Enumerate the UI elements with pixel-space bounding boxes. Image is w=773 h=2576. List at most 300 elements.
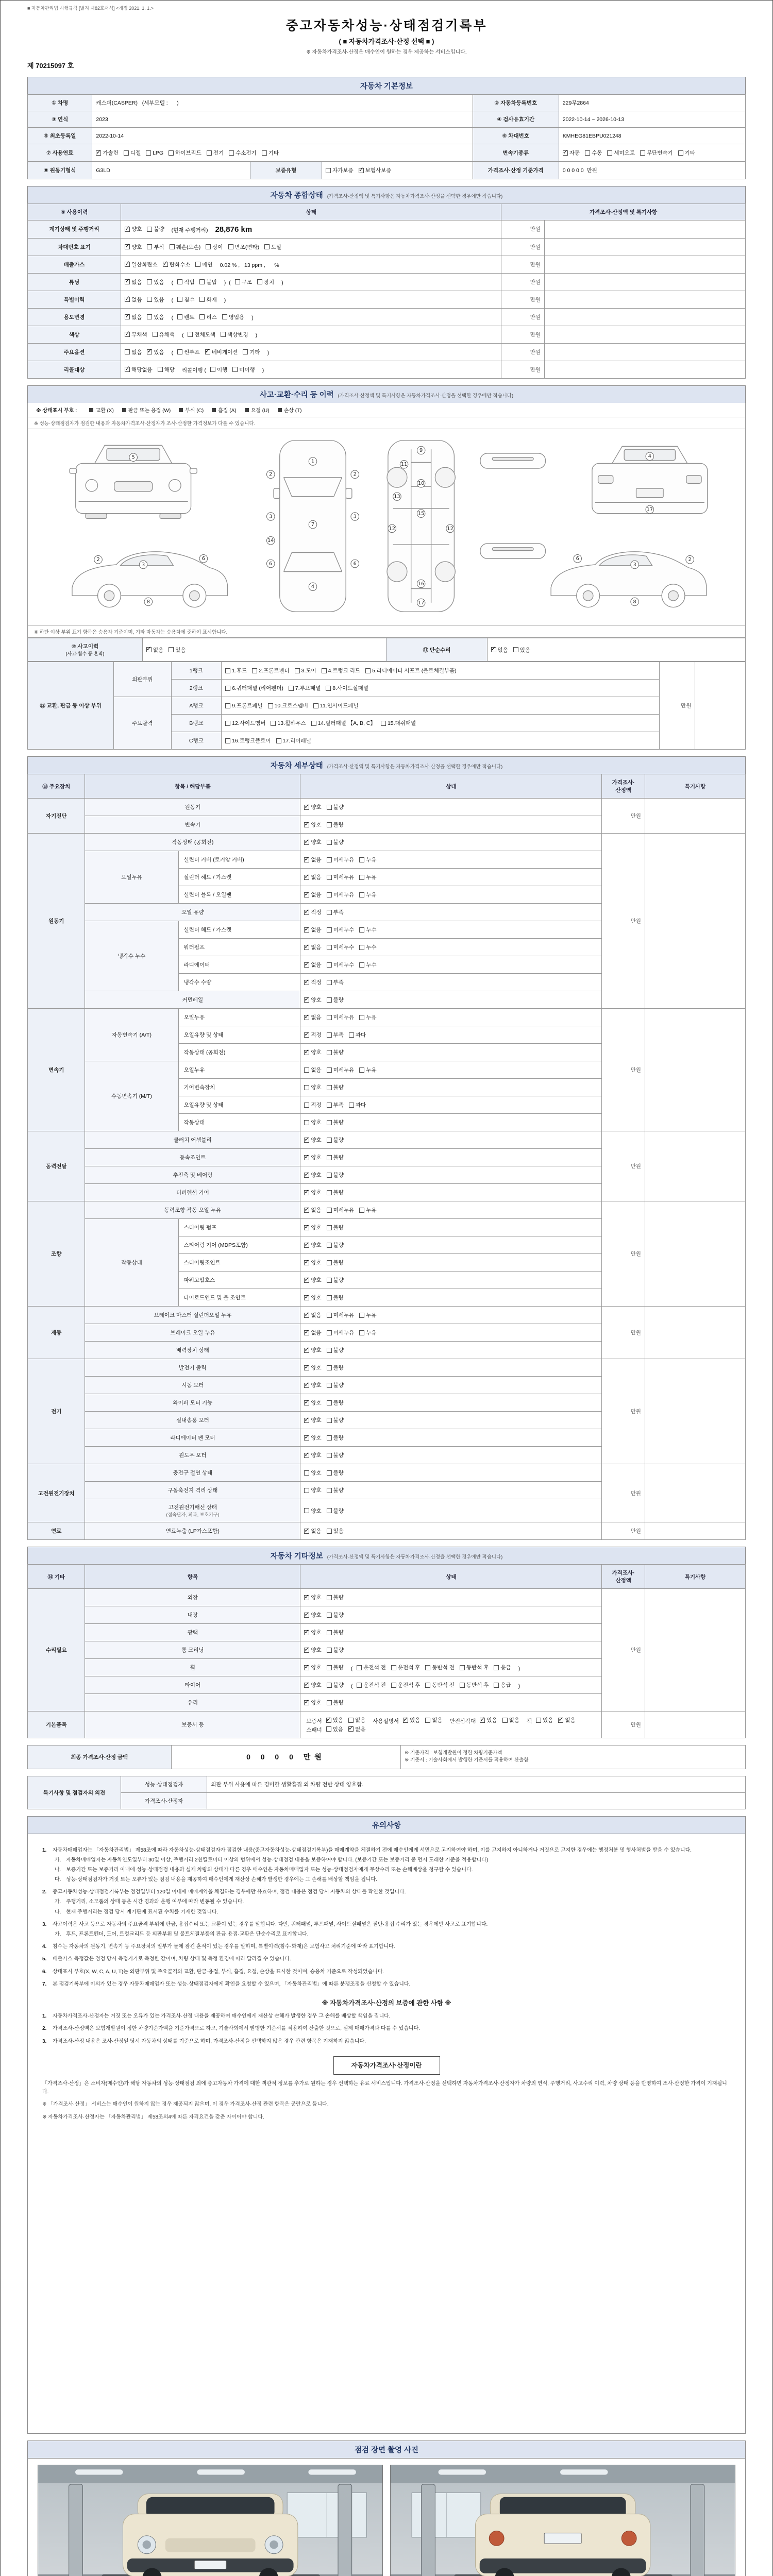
checkbox-option[interactable] <box>222 313 244 321</box>
checkbox[interactable] <box>264 244 270 249</box>
checkbox[interactable] <box>326 168 331 173</box>
checkbox[interactable] <box>221 332 226 337</box>
checkbox[interactable] <box>304 1488 309 1493</box>
checkbox-option[interactable] <box>147 225 164 233</box>
checkbox-option[interactable] <box>513 646 530 654</box>
checkbox[interactable] <box>359 1067 364 1073</box>
checkbox-option[interactable] <box>349 1031 366 1039</box>
checkbox[interactable] <box>311 721 316 726</box>
checkbox[interactable] <box>327 945 332 950</box>
checkbox[interactable] <box>276 738 281 743</box>
checkbox-option[interactable] <box>359 1206 376 1214</box>
checkbox-option[interactable] <box>289 684 321 692</box>
checkbox-checked[interactable] <box>304 927 309 933</box>
checkbox-checked[interactable] <box>304 1243 309 1248</box>
checkbox-option[interactable] <box>381 719 416 727</box>
checkbox-option[interactable] <box>327 1594 344 1601</box>
checkbox-checked[interactable] <box>304 1400 309 1405</box>
checkbox-option[interactable] <box>199 296 216 303</box>
checkbox-option[interactable] <box>304 1699 321 1706</box>
checkbox[interactable] <box>327 997 332 1003</box>
checkbox-option[interactable] <box>125 348 142 356</box>
checkbox-option[interactable] <box>147 243 164 251</box>
checkbox[interactable] <box>460 1665 465 1670</box>
checkbox[interactable] <box>327 1243 332 1248</box>
checkbox-option[interactable] <box>359 1013 376 1021</box>
checkbox-option[interactable] <box>177 348 199 356</box>
checkbox-option[interactable] <box>304 1469 321 1477</box>
checkbox-option[interactable] <box>199 313 216 321</box>
checkbox[interactable] <box>327 910 332 915</box>
checkbox-option[interactable] <box>359 891 376 899</box>
checkbox-option[interactable] <box>205 348 238 356</box>
checkbox-option[interactable] <box>304 1451 321 1459</box>
checkbox-option[interactable] <box>327 1399 344 1406</box>
checkbox-option[interactable] <box>313 702 359 709</box>
checkbox-option[interactable] <box>232 366 255 374</box>
checkbox[interactable] <box>257 279 262 284</box>
checkbox-option[interactable] <box>391 1664 421 1671</box>
checkbox-checked[interactable] <box>125 279 130 284</box>
checkbox-checked[interactable] <box>304 840 309 845</box>
checkbox-option[interactable] <box>327 803 344 811</box>
checkbox[interactable] <box>327 1595 332 1600</box>
checkbox-checked[interactable] <box>125 227 130 232</box>
checkbox-option[interactable] <box>304 1416 321 1424</box>
checkbox-option[interactable] <box>327 1189 344 1196</box>
checkbox-option[interactable] <box>327 1681 344 1689</box>
checkbox-option[interactable] <box>257 278 274 286</box>
checkbox-checked[interactable] <box>146 647 152 652</box>
checkbox[interactable] <box>177 297 182 302</box>
checkbox-option[interactable] <box>177 278 194 286</box>
checkbox-option[interactable] <box>207 149 224 157</box>
checkbox[interactable] <box>502 1718 508 1723</box>
checkbox[interactable] <box>195 262 200 267</box>
checkbox[interactable] <box>169 647 174 652</box>
checkbox-option[interactable] <box>327 1699 344 1706</box>
checkbox[interactable] <box>147 297 152 302</box>
checkbox-checked[interactable] <box>304 1295 309 1300</box>
checkbox-checked[interactable] <box>304 1418 309 1423</box>
checkbox-option[interactable] <box>304 1346 321 1354</box>
checkbox-option[interactable] <box>327 1294 344 1301</box>
checkbox[interactable] <box>327 1508 332 1513</box>
checkbox-option[interactable] <box>304 1486 321 1494</box>
checkbox-checked[interactable] <box>125 314 130 319</box>
checkbox[interactable] <box>327 1173 332 1178</box>
checkbox[interactable] <box>327 1488 332 1493</box>
checkbox[interactable] <box>536 1718 541 1723</box>
checkbox[interactable] <box>229 150 234 156</box>
checkbox-checked[interactable] <box>304 1613 309 1618</box>
checkbox-option[interactable] <box>327 961 355 969</box>
checkbox-option[interactable] <box>304 873 321 881</box>
checkbox-option[interactable] <box>169 149 201 157</box>
checkbox[interactable] <box>327 1313 332 1318</box>
checkbox[interactable] <box>327 980 332 985</box>
checkbox[interactable] <box>327 1103 332 1108</box>
checkbox-option[interactable] <box>326 1725 343 1733</box>
checkbox-option[interactable] <box>304 1154 321 1161</box>
checkbox-option[interactable] <box>359 1066 376 1074</box>
checkbox-option[interactable] <box>327 1416 344 1424</box>
checkbox-checked[interactable] <box>205 349 210 354</box>
checkbox[interactable] <box>357 1665 362 1670</box>
checkbox[interactable] <box>225 703 230 708</box>
checkbox[interactable] <box>206 244 211 249</box>
checkbox-option[interactable] <box>327 1664 344 1671</box>
checkbox-option[interactable] <box>304 1399 321 1406</box>
checkbox-option[interactable] <box>327 1013 355 1021</box>
checkbox[interactable] <box>268 703 273 708</box>
checkbox[interactable] <box>327 822 332 827</box>
checkbox[interactable] <box>327 1700 332 1705</box>
checkbox[interactable] <box>327 1453 332 1458</box>
checkbox-option[interactable] <box>125 366 153 374</box>
checkbox[interactable] <box>607 150 612 156</box>
checkbox-option[interactable] <box>359 943 376 951</box>
checkbox-checked[interactable] <box>326 1718 331 1723</box>
checkbox[interactable] <box>359 857 364 862</box>
checkbox-option[interactable] <box>327 926 355 934</box>
checkbox-option[interactable] <box>327 996 344 1004</box>
checkbox[interactable] <box>513 647 518 652</box>
checkbox-checked[interactable] <box>304 1208 309 1213</box>
checkbox[interactable] <box>327 1665 332 1670</box>
checkbox[interactable] <box>222 314 227 319</box>
checkbox[interactable] <box>327 1225 332 1230</box>
checkbox-option[interactable] <box>357 1681 386 1689</box>
checkbox[interactable] <box>359 1313 364 1318</box>
checkbox-option[interactable] <box>327 1527 344 1535</box>
checkbox-option[interactable] <box>327 1241 344 1249</box>
checkbox-option[interactable] <box>327 891 355 899</box>
checkbox[interactable] <box>327 1630 332 1635</box>
checkbox[interactable] <box>359 927 364 933</box>
checkbox-option[interactable] <box>169 646 186 654</box>
checkbox-checked[interactable] <box>563 150 568 156</box>
checkbox-option[interactable] <box>304 1646 321 1654</box>
checkbox-option[interactable] <box>304 1171 321 1179</box>
checkbox-option[interactable] <box>125 313 142 321</box>
checkbox-option[interactable] <box>327 1171 344 1179</box>
checkbox[interactable] <box>327 1015 332 1020</box>
checkbox-option[interactable] <box>304 908 321 916</box>
checkbox[interactable] <box>327 1155 332 1160</box>
checkbox-checked[interactable] <box>304 875 309 880</box>
checkbox-option[interactable] <box>147 278 164 286</box>
checkbox[interactable] <box>678 150 683 156</box>
checkbox-option[interactable] <box>607 149 635 157</box>
checkbox-checked[interactable] <box>304 1313 309 1318</box>
checkbox[interactable] <box>327 1190 332 1195</box>
checkbox-option[interactable] <box>304 1629 321 1636</box>
checkbox-option[interactable] <box>147 348 164 356</box>
checkbox-option[interactable] <box>359 166 392 174</box>
checkbox-checked[interactable] <box>96 150 101 156</box>
checkbox[interactable] <box>169 150 174 156</box>
checkbox-option[interactable] <box>304 978 321 986</box>
checkbox-checked[interactable] <box>304 1225 309 1230</box>
checkbox-option[interactable] <box>327 1507 344 1515</box>
checkbox-option[interactable] <box>304 1048 321 1056</box>
checkbox-option[interactable] <box>359 856 376 863</box>
checkbox-option[interactable] <box>678 149 695 157</box>
checkbox[interactable] <box>327 1067 332 1073</box>
checkbox-checked[interactable] <box>304 1278 309 1283</box>
checkbox-checked[interactable] <box>304 857 309 862</box>
checkbox-option[interactable] <box>563 149 580 157</box>
checkbox-option[interactable] <box>276 737 311 744</box>
checkbox[interactable] <box>348 1718 354 1723</box>
checkbox[interactable] <box>304 1103 309 1108</box>
checkbox-option[interactable] <box>359 873 376 881</box>
checkbox-checked[interactable] <box>147 349 152 354</box>
checkbox-option[interactable] <box>125 225 142 233</box>
checkbox-option[interactable] <box>359 926 376 934</box>
checkbox-option[interactable] <box>304 838 321 846</box>
checkbox[interactable] <box>494 1683 499 1688</box>
checkbox[interactable] <box>327 892 332 897</box>
checkbox-option[interactable] <box>225 719 265 727</box>
checkbox[interactable] <box>225 721 230 726</box>
checkbox-checked[interactable] <box>163 262 168 267</box>
checkbox-option[interactable] <box>327 1364 344 1371</box>
checkbox-checked[interactable] <box>304 1529 309 1534</box>
checkbox-option[interactable] <box>322 667 360 674</box>
checkbox[interactable] <box>225 686 230 691</box>
checkbox-option[interactable] <box>235 278 252 286</box>
checkbox-checked[interactable] <box>491 647 496 652</box>
checkbox-option[interactable] <box>170 243 201 251</box>
checkbox-option[interactable] <box>125 243 142 251</box>
checkbox[interactable] <box>177 279 182 284</box>
checkbox-option[interactable] <box>327 856 355 863</box>
checkbox-option[interactable] <box>327 1259 344 1266</box>
checkbox-option[interactable] <box>327 1066 355 1074</box>
checkbox-option[interactable] <box>558 1716 575 1724</box>
checkbox-option[interactable] <box>146 150 163 156</box>
checkbox-option[interactable] <box>359 1329 376 1336</box>
checkbox[interactable] <box>391 1683 396 1688</box>
checkbox-checked[interactable] <box>304 1330 309 1335</box>
checkbox[interactable] <box>585 150 590 156</box>
checkbox-option[interactable] <box>494 1681 511 1689</box>
checkbox[interactable] <box>327 1383 332 1388</box>
checkbox[interactable] <box>228 244 233 249</box>
checkbox-option[interactable] <box>327 1206 355 1214</box>
checkbox-option[interactable] <box>327 1118 344 1126</box>
checkbox[interactable] <box>365 668 371 673</box>
checkbox-option[interactable] <box>327 1434 344 1442</box>
checkbox[interactable] <box>327 1120 332 1125</box>
checkbox-checked[interactable] <box>304 805 309 810</box>
checkbox-checked[interactable] <box>125 244 130 249</box>
checkbox[interactable] <box>147 314 152 319</box>
checkbox[interactable] <box>425 1683 430 1688</box>
checkbox-option[interactable] <box>304 803 321 811</box>
checkbox[interactable] <box>304 1470 309 1476</box>
checkbox-option[interactable] <box>327 1048 344 1056</box>
checkbox[interactable] <box>359 892 364 897</box>
checkbox-checked[interactable] <box>304 1683 309 1688</box>
checkbox[interactable] <box>125 349 130 354</box>
checkbox-option[interactable] <box>403 1716 420 1724</box>
checkbox-option[interactable] <box>304 1066 321 1074</box>
checkbox[interactable] <box>199 297 205 302</box>
checkbox[interactable] <box>304 1508 309 1513</box>
checkbox-checked[interactable] <box>304 1435 309 1440</box>
checkbox-option[interactable] <box>243 348 260 356</box>
checkbox[interactable] <box>147 279 152 284</box>
checkbox[interactable] <box>359 1015 364 1020</box>
checkbox-option[interactable] <box>502 1716 519 1724</box>
checkbox-checked[interactable] <box>304 910 309 915</box>
checkbox[interactable] <box>207 150 212 156</box>
checkbox[interactable] <box>640 150 645 156</box>
checkbox[interactable] <box>425 1665 430 1670</box>
checkbox[interactable] <box>170 244 175 249</box>
checkbox-option[interactable] <box>460 1664 489 1671</box>
checkbox-option[interactable] <box>304 891 321 899</box>
checkbox-option[interactable] <box>304 1311 321 1319</box>
checkbox-option[interactable] <box>271 719 306 727</box>
checkbox[interactable] <box>304 1120 309 1125</box>
checkbox-option[interactable] <box>327 1346 344 1354</box>
checkbox-option[interactable] <box>304 996 321 1004</box>
checkbox-option[interactable] <box>225 737 271 744</box>
checkbox-option[interactable] <box>304 1681 321 1689</box>
checkbox[interactable] <box>327 1418 332 1423</box>
checkbox-checked[interactable] <box>304 1595 309 1600</box>
checkbox-checked[interactable] <box>125 297 130 302</box>
checkbox-option[interactable] <box>304 1364 321 1371</box>
checkbox-option[interactable] <box>327 908 344 916</box>
checkbox-option[interactable] <box>295 667 316 674</box>
checkbox-option[interactable] <box>326 166 354 174</box>
checkbox[interactable] <box>327 962 332 968</box>
checkbox[interactable] <box>304 1067 309 1073</box>
checkbox-option[interactable] <box>349 1101 366 1109</box>
checkbox-checked[interactable] <box>359 168 364 173</box>
checkbox[interactable] <box>327 840 332 845</box>
checkbox-option[interactable] <box>304 1664 321 1671</box>
checkbox[interactable] <box>327 1085 332 1090</box>
checkbox-option[interactable] <box>125 261 158 268</box>
checkbox-checked[interactable] <box>304 1453 309 1458</box>
checkbox-option[interactable] <box>225 702 262 709</box>
checkbox[interactable] <box>326 1726 331 1732</box>
checkbox[interactable] <box>381 721 386 726</box>
checkbox-checked[interactable] <box>304 1032 309 1038</box>
checkbox-option[interactable] <box>327 1646 344 1654</box>
checkbox-option[interactable] <box>304 1527 321 1535</box>
checkbox-checked[interactable] <box>403 1718 408 1723</box>
checkbox-option[interactable] <box>210 366 227 374</box>
checkbox[interactable] <box>494 1665 499 1670</box>
checkbox-option[interactable] <box>327 1136 344 1144</box>
checkbox-option[interactable] <box>264 243 281 251</box>
checkbox-option[interactable] <box>225 684 283 692</box>
checkbox-option[interactable] <box>125 296 142 303</box>
checkbox-option[interactable] <box>125 278 142 286</box>
checkbox-checked[interactable] <box>304 1050 309 1055</box>
checkbox-checked[interactable] <box>304 1383 309 1388</box>
checkbox-option[interactable] <box>304 1434 321 1442</box>
checkbox-option[interactable] <box>327 1311 355 1319</box>
checkbox-option[interactable] <box>327 978 344 986</box>
checkbox[interactable] <box>232 367 238 372</box>
checkbox-option[interactable] <box>252 667 289 674</box>
checkbox[interactable] <box>327 1435 332 1440</box>
checkbox-option[interactable] <box>304 1031 321 1039</box>
checkbox[interactable] <box>327 1348 332 1353</box>
checkbox[interactable] <box>262 150 267 156</box>
checkbox-option[interactable] <box>304 1259 321 1266</box>
checkbox-option[interactable] <box>125 331 147 338</box>
checkbox[interactable] <box>327 1400 332 1405</box>
checkbox-option[interactable] <box>221 331 248 338</box>
checkbox-option[interactable] <box>348 1716 365 1724</box>
checkbox[interactable] <box>327 1295 332 1300</box>
checkbox-option[interactable] <box>146 646 163 654</box>
checkbox[interactable] <box>289 686 294 691</box>
checkbox-option[interactable] <box>357 1664 386 1671</box>
checkbox-checked[interactable] <box>125 262 130 267</box>
checkbox-option[interactable] <box>304 1381 321 1389</box>
checkbox-option[interactable] <box>359 961 376 969</box>
checkbox-option[interactable] <box>391 1681 421 1689</box>
checkbox-option[interactable] <box>228 243 260 251</box>
checkbox-option[interactable] <box>206 243 223 251</box>
checkbox-checked[interactable] <box>558 1718 563 1723</box>
checkbox-checked[interactable] <box>304 1365 309 1370</box>
checkbox-option[interactable] <box>163 261 191 268</box>
checkbox-option[interactable] <box>327 1486 344 1494</box>
checkbox-option[interactable] <box>147 296 164 303</box>
checkbox[interactable] <box>327 1330 332 1335</box>
checkbox-option[interactable] <box>365 667 457 674</box>
checkbox-option[interactable] <box>304 1013 321 1021</box>
checkbox-option[interactable] <box>327 838 344 846</box>
checkbox[interactable] <box>304 1085 309 1090</box>
checkbox-option[interactable] <box>304 1241 321 1249</box>
checkbox[interactable] <box>359 945 364 950</box>
checkbox[interactable] <box>327 1648 332 1653</box>
checkbox-option[interactable] <box>304 821 321 828</box>
checkbox[interactable] <box>357 1683 362 1688</box>
checkbox-option[interactable] <box>158 366 175 374</box>
checkbox-option[interactable] <box>229 149 257 157</box>
checkbox-option[interactable] <box>327 1469 344 1477</box>
checkbox[interactable] <box>327 1260 332 1265</box>
checkbox[interactable] <box>327 805 332 810</box>
checkbox[interactable] <box>177 349 182 354</box>
checkbox[interactable] <box>210 367 215 372</box>
checkbox[interactable] <box>235 279 240 284</box>
checkbox[interactable] <box>177 314 182 319</box>
checkbox-option[interactable] <box>327 821 344 828</box>
checkbox-option[interactable] <box>327 943 355 951</box>
checkbox-option[interactable] <box>304 856 321 863</box>
checkbox-checked[interactable] <box>304 997 309 1003</box>
checkbox-option[interactable] <box>304 1611 321 1619</box>
checkbox[interactable] <box>327 927 332 933</box>
checkbox-option[interactable] <box>304 1276 321 1284</box>
checkbox-option[interactable] <box>585 149 602 157</box>
checkbox-checked[interactable] <box>304 1190 309 1195</box>
